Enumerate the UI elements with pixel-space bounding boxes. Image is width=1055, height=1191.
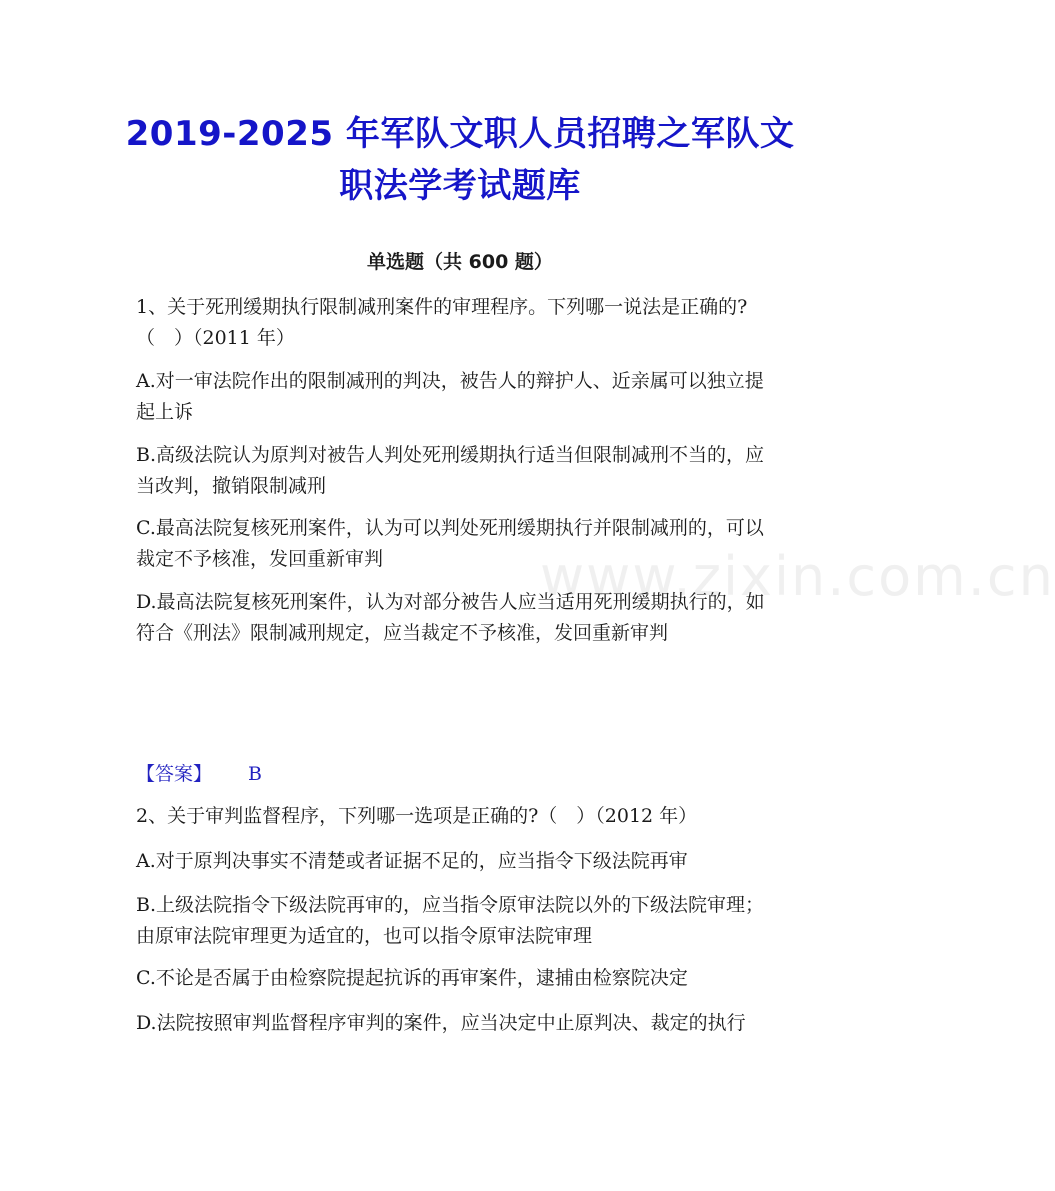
section-heading: 单选题（共 600 题） xyxy=(367,251,553,273)
question-1-option-c: C.最高法院复核死刑案件，认为可以判处死刑缓期执行并限制减刑的，可以裁定不予核准，发回重新审判 xyxy=(136,517,764,570)
question-1-option-b: B.高级法院认为原判对被告人判处死刑缓期执行适当但限制减刑不当的，应当改判，撤销限制减刑 xyxy=(136,444,765,497)
question-2-stem: 2、关于审判监督程序，下列哪一选项是正确的?（ ）（2012 年） xyxy=(136,805,698,827)
question-2-option-b: B.上级法院指令下级法院再审的，应当指令原审法院以外的下级法院审理；由原审法院审理更为适宜的，也可以指令原审法院审理 xyxy=(136,894,765,947)
question-1-option-d: D.最高法院复核死刑案件，认为对部分被告人应当适用死刑缓期执行的，如符合《刑法》限制减刑规定，应当裁定不予核准，发回重新审判 xyxy=(136,591,765,644)
question-2-option-d: D.法院按照审判监督程序审判的案件，应当决定中止原判决、裁定的执行 xyxy=(136,1012,746,1034)
question-1-answer xyxy=(136,760,262,788)
answer-value: B xyxy=(248,763,262,785)
question-1-stem: 1、关于死刑缓期执行限制减刑案件的审理程序。下列哪一说法是正确的?（ ）（2011 年） xyxy=(136,296,748,349)
question-2-option-a: A.对于原判决事实不清楚或者证据不足的，应当指令下级法院再审 xyxy=(136,850,688,872)
question-1-option-a: A.对一审法院作出的限制减刑的判决，被告人的辩护人、近亲属可以独立提起上诉 xyxy=(136,370,764,423)
title-line-2: 职法学考试题库 xyxy=(339,166,581,206)
watermark: www.zixin.com.cn xyxy=(540,545,1055,608)
title-line-1: 2019-2025 年军队文职人员招聘之军队文 xyxy=(125,114,795,154)
question-2-option-c: C.不论是否属于由检察院提起抗诉的再审案件，逮捕由检察院决定 xyxy=(136,967,688,989)
answer-label: 【答案】 xyxy=(136,763,213,785)
document-title xyxy=(110,108,810,212)
